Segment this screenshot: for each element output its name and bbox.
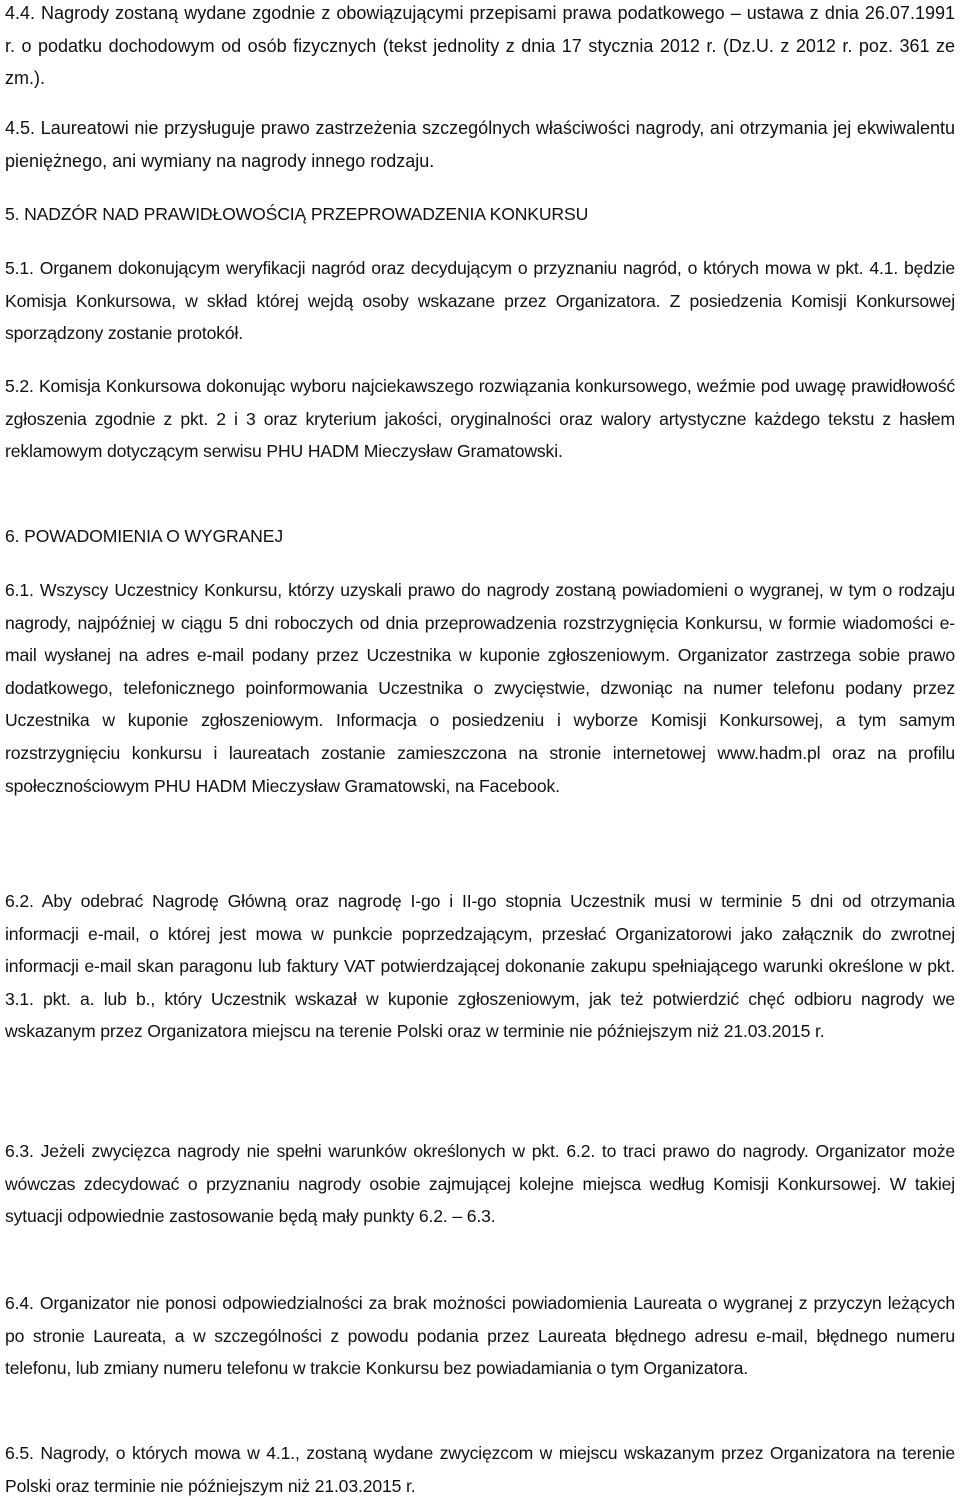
- section-heading-5: 5. NADZÓR NAD PRAWIDŁOWOŚCIĄ PRZEPROWADZENIA KONKURSU: [5, 204, 589, 224]
- paragraph-4-4: 4.4. Nagrody zostaną wydane zgodnie z obowiązującymi przepisami prawa podatkowego – ustawa z dnia 26.07.1991 r. o podatku dochodowym od osób fizycznych (tekst jednolity z dnia 17 stycznia 2012 r. (Dz.U. z 2012 r. poz. 361 ze zm.).: [5, 3, 955, 89]
- paragraph-6-3: 6.3. Jeżeli zwycięzca nagrody nie spełni warunków określonych w pkt. 6.2. to traci prawo do nagrody. Organizator może wówczas zdecydować o przyznaniu nagrody osobie zajmującej kolejne miejsca według Komisji Konkursowej. W takiej sytuacji odpowiednie zastosowanie będą mały punkty 6.2. – 6.3.: [5, 1141, 955, 1227]
- section-heading-6: 6. POWADOMIENIA O WYGRANEJ: [5, 526, 283, 546]
- paragraph-5-2: 5.2. Komisja Konkursowa dokonując wyboru najciekawszego rozwiązania konkursowego, weźmie pod uwagę prawidłowość zgłoszenia zgodnie z pkt. 2 i 3 oraz kryterium jakości, oryginalności oraz walory artystyczne każdego tekstu z hasłem reklamowym dotyczącym serwisu PHU HADM Mieczysław Gramatowski.: [5, 376, 955, 462]
- paragraph-6-4: 6.4. Organizator nie ponosi odpowiedzialności za brak możności powiadomienia Laureata o wygranej z przyczyn leżących po stronie Laureata, a w szczególności z powodu podania przez Laureata błędnego adresu e-mail, błędnego numeru telefonu, lub zmiany numeru telefonu w trakcie Konkursu bez powiadamiania o tym Organizatora.: [5, 1293, 955, 1379]
- paragraph-6-5: 6.5. Nagrody, o których mowa w 4.1., zostaną wydane zwycięzcom w miejscu wskazanym przez Organizatora na terenie Polski oraz terminie nie późniejszym niż 21.03.2015 r.: [5, 1443, 955, 1496]
- paragraph-6-1: 6.1. Wszyscy Uczestnicy Konkursu, którzy uzyskali prawo do nagrody zostaną powiadomieni o wygranej, w tym o rodzaju nagrody, najpóźniej w ciągu 5 dni roboczych od dnia przeprowadzenia rozstrzygnięcia Konkursu, w formie wiadomości e-mail wysłanej na adres e-mail podany przez Uczestnika w kuponie zgłoszeniowym. Organizator zastrzega sobie prawo dodatkowego, telefonicznego poinformowania Uczestnika o zwycięstwie, dzwoniąc na numer telefonu podany przez Uczestnika w kuponie zgłoszeniowym. Informacja o posiedzeniu i wyborze Komisji Konkursowej, a tym samym rozstrzygnięciu konkursu i laureatach zostanie zamieszczona na stronie internetowej www.hadm.pl oraz na profilu społecznościowym PHU HADM Mieczysław Gramatowski, na Facebook.: [5, 580, 955, 796]
- paragraph-5-1: 5.1. Organem dokonującym weryfikacji nagród oraz decydującym o przyznaniu nagród, o których mowa w pkt. 4.1. będzie Komisja Konkursowa, w skład której wejdą osoby wskazane przez Organizatora. Z posiedzenia Komisji Konkursowej sporządzony zostanie protokół.: [5, 258, 955, 344]
- paragraph-6-2: 6.2. Aby odebrać Nagrodę Główną oraz nagrodę I-go i II-go stopnia Uczestnik musi w terminie 5 dni od otrzymania informacji e-mail, o której jest mowa w punkcie poprzedzającym, przesłać Organizatorowi jako załącznik do zwrotnej informacji e-mail skan paragonu lub faktury VAT potwierdzającej dokonanie zakupu spełniającego warunki określone w pkt. 3.1. pkt. a. lub b., który Uczestnik wskazał w kuponie zgłoszeniowym, jak też potwierdzić chęć odbioru nagrody we wskazanym przez Organizatora miejscu na terenie Polski oraz w terminie nie późniejszym niż 21.03.2015 r.: [5, 891, 955, 1042]
- paragraph-4-5: 4.5. Laureatowi nie przysługuje prawo zastrzeżenia szczególnych właściwości nagrody, ani otrzymania jej ekwiwalentu pieniężnego, ani wymiany na nagrody innego rodzaju.: [5, 118, 955, 171]
